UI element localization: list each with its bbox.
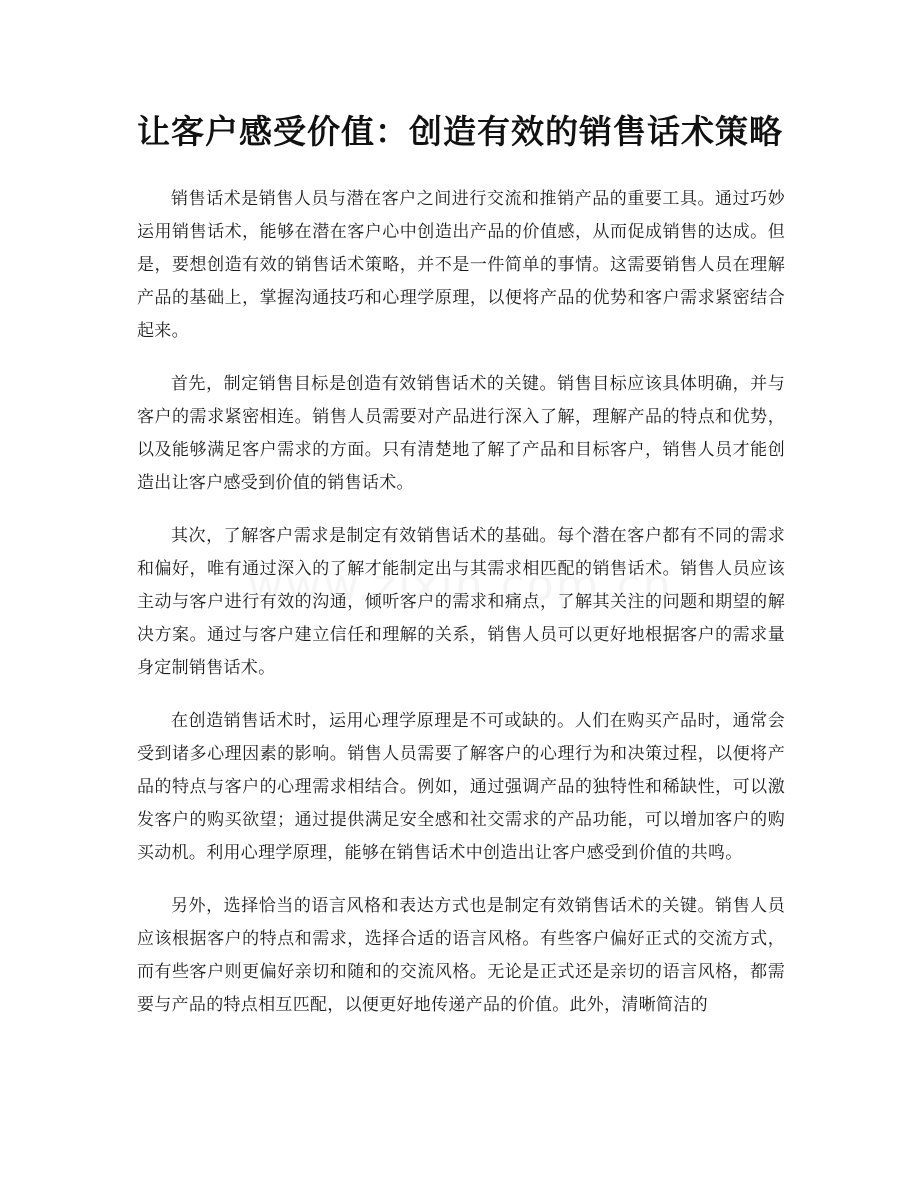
paragraph: 其次，了解客户需求是制定有效销售话术的基础。每个潜在客户都有不同的需求和偏好，唯有通过深入的了解才能制定出与其需求相匹配的销售话术。销售人员应该主动与客户进行有效的沟通，倾听客户的需求和痛点，了解其关注的问题和期望的解决方案。通过与客户建立信任和理解的关系，销售人员可以更好地根据客户的需求量身定制销售话术。	[137, 526, 785, 678]
paragraph: 首先，制定销售目标是创造有效销售话术的关键。销售目标应该具体明确，并与客户的需求紧密相连。销售人员需要对产品进行深入了解，理解产品的特点和优势，以及能够满足客户需求的方面。只有清楚地了解了产品和目标客户，销售人员才能创造出让客户感受到价值的销售话术。	[137, 374, 785, 493]
paragraph: 销售话术是销售人员与潜在客户之间进行交流和推销产品的重要工具。通过巧妙运用销售话术，能够在潜在客户心中创造出产品的价值感，从而促成销售的达成。但是，要想创造有效的销售话术策略，并不是一件简单的事情。这需要销售人员在理解产品的基础上，掌握沟通技巧和心理学原理，以便将产品的优势和客户需求紧密结合起来。	[137, 189, 785, 341]
paragraph: 在创造销售话术时，运用心理学原理是不可或缺的。人们在购买产品时，通常会受到诸多心理因素的影响。销售人员需要了解客户的心理行为和决策过程，以便将产品的特点与客户的心理需求相结合。例如，通过强调产品的独特性和稀缺性，可以激发客户的购买欲望；通过提供满足安全感和社交需求的产品功能，可以增加客户的购买动机。利用心理学原理，能够在销售话术中创造出让客户感受到价值的共鸣。	[137, 711, 785, 863]
paragraph: 另外，选择恰当的语言风格和表达方式也是制定有效销售话术的关键。销售人员应该根据客户的特点和需求，选择合适的语言风格。有些客户偏好正式的交流方式，而有些客户则更偏好亲切和随和的交流风格。无论是正式还是亲切的语言风格，都需要与产品的特点相互匹配，以便更好地传递产品的价值。此外，清晰简洁的	[137, 896, 785, 1015]
document-title: 让客户感受价值：创造有效的销售话术策略	[137, 112, 783, 151]
document-body	[137, 183, 785, 1042]
